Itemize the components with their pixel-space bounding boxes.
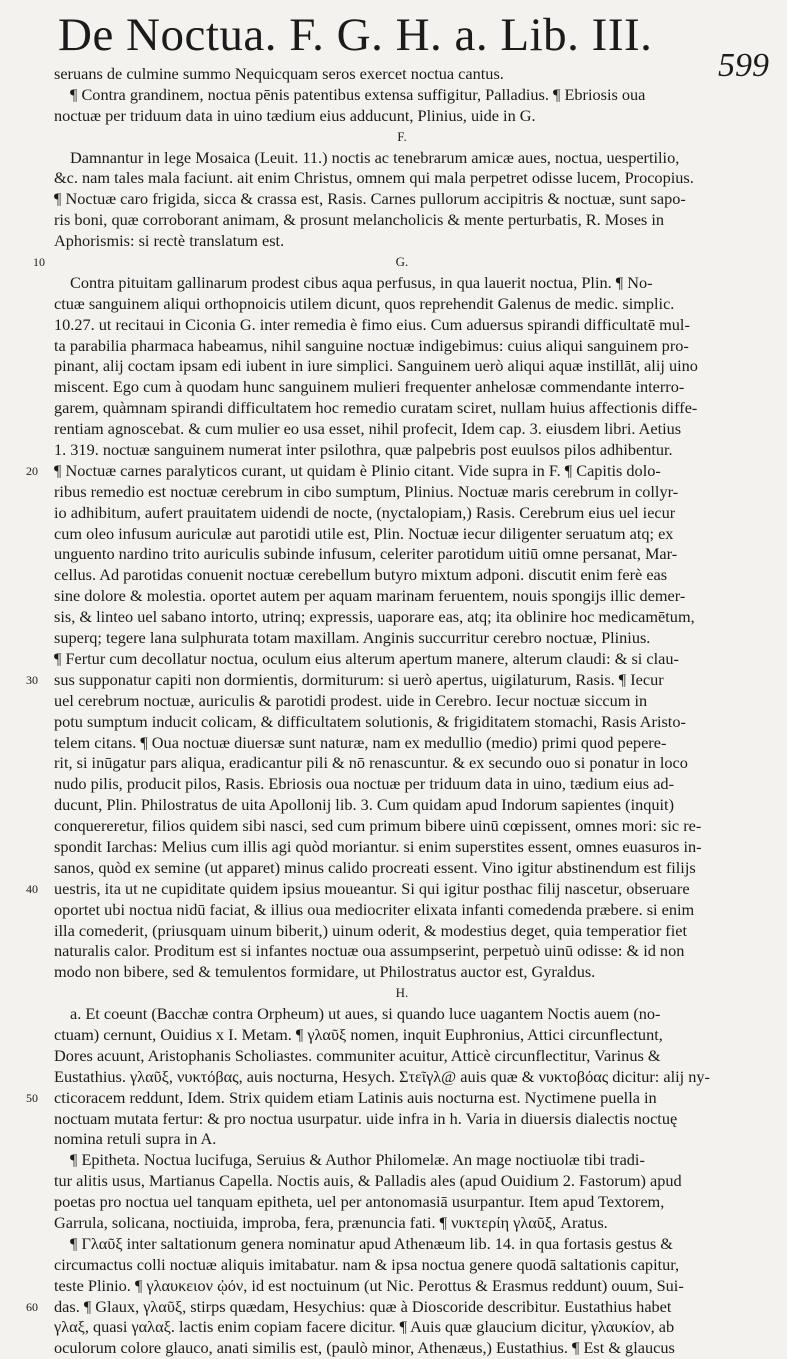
line-text: a. Et coeunt (Bacchæ contra Orpheum) ut aues, si quando luce uagantem Noctis auem (no- <box>70 1004 661 1024</box>
margin-line-number: 50 <box>26 1090 38 1105</box>
text-line <box>26 1150 778 1171</box>
line-text: uel cerebrum noctuæ, auriculis & parotidi prodest. uide in Cerebro. Iecur noctuæ siccum in <box>54 690 648 710</box>
text-line <box>26 774 778 795</box>
section-letter <box>26 983 778 1004</box>
line-text: sus supponatur capiti non dormientis, dormiturum: si uerò apertus, uigilaturum, Rasis. ¶ Iecur <box>54 669 664 689</box>
text-line <box>26 1276 778 1297</box>
line-text: uestris, ita ut ne cupiditate quidem ipsius moueantur. Si qui igitur posthac filij nascetur, obseruare <box>54 878 690 898</box>
line-text: miscent. Ego cum à quodam hunc sanguinem mulieri frequenter anhelosæ commendante interro- <box>54 377 685 397</box>
line-text: seruans de culmine summo Nequicquam seros exercet noctua cantus. <box>54 64 504 83</box>
text-line <box>26 1192 778 1213</box>
text-line <box>26 1213 778 1234</box>
line-text: oculorum colore glauco, anati similis est, (paulò minor, Athenæus,) Eustathius. ¶ Est & glaucus <box>54 1338 675 1358</box>
text-line <box>26 1067 778 1088</box>
line-text: superq; tegere lana sulphurata totam maxillam. Anginis succurritur cerebro noctuæ, Plinius. <box>54 628 651 648</box>
text-line <box>26 1109 778 1130</box>
text-line <box>26 336 778 357</box>
line-text: conquereretur, filios quidem sibi nasci, sed cum primum bibere uinū cœpissent, omnes mori: sic re- <box>54 816 702 836</box>
margin-line-number: 30 <box>26 672 38 687</box>
text-line <box>26 1129 778 1150</box>
text-line <box>26 440 778 461</box>
line-text: ctuæ sanguinem aliqui orthopnoicis utilem dicunt, quos reprehendit Galenus de medic. simplic. <box>54 293 675 313</box>
text-line <box>26 377 778 398</box>
line-text: circumactus colli noctuæ aliquis imitabatur. nam & ipsa noctua genere quodā saltationis capitur, <box>54 1254 680 1274</box>
line-text: H. <box>395 985 409 1001</box>
text-line <box>26 670 778 691</box>
line-text: modo non bibere, sed & temulentos formidare, ut Philostratus auctor est, Gyraldus. <box>54 962 596 982</box>
text-line <box>26 941 778 962</box>
line-text: ¶ Noctuæ carnes paralyticos curant, ut quidam è Plinio citant. Vide supra in F. ¶ Capitis dolo- <box>54 460 661 480</box>
line-text: pinant, alij coctam ipsam edi iubent in iure simplici. Sanguinem uerò aliqui aquæ instillāt, alij uino <box>54 356 698 376</box>
line-text: rentiam agnoscebat. & cum mulier eo usa esset, nihil profecit, Idem cap. 3. eiusdem libri. Aetius <box>54 419 682 439</box>
text-line <box>26 1046 778 1067</box>
text-line <box>26 419 778 440</box>
margin-line-number: 60 <box>26 1299 38 1314</box>
line-text: Dores acuunt, Aristophanis Scholiastes. communiter acuitur, Atticè circunflectitur, Varinus & <box>54 1045 661 1065</box>
page-number: 599 <box>718 47 769 84</box>
text-line <box>26 1297 778 1318</box>
line-text: ¶ Fertur cum decollatur noctua, oculum eius alterum apertum manere, alterum claudi: & si clau- <box>54 648 679 668</box>
line-text: nudo pilis, producit pilos, Rasis. Ebriosis oua noctuæ per triduum data in uino, tædium eius ad- <box>54 774 674 794</box>
text-line <box>26 858 778 879</box>
line-text: sanos, quòd ex semine (ut apparet) minus calido procreati essent. Vino igitur abstinendum est filijs <box>54 857 696 877</box>
text-line <box>26 753 778 774</box>
line-text: sis, & linteo uel sabano intorto, utrinq; expressis, uaporare eas, atq; ita oblinire hoc medicamētum, <box>54 607 695 627</box>
text-line <box>26 1317 778 1338</box>
text-line <box>26 921 778 942</box>
text-line <box>26 482 778 503</box>
margin-line-number: 40 <box>26 881 38 896</box>
text-line <box>26 544 778 565</box>
line-text: cticoracem reddunt, Idem. Strix quidem etiam Latinis auis nocturna est. Nyctimene puella in <box>54 1087 657 1107</box>
line-text: ¶ Contra grandinem, noctua pēnis patentibus extensa suffigitur, Palladius. ¶ Ebriosis oua <box>70 84 646 104</box>
text-line <box>26 524 778 545</box>
line-text: cellus. Ad parotidas conuenit noctuæ cerebellum butyro mixtum adponi. discutit enim ferè eas <box>54 565 668 585</box>
line-text: unguento nardino trito auriculis subinde infusum, celeriter parotidum uitiū omne persanat, Mar- <box>54 544 678 564</box>
line-text: poetas pro noctua uel tanquam epitheta, uel per antonomasiā usurpantur. Item apud Textorem, <box>54 1192 665 1212</box>
section-letter <box>26 127 778 148</box>
text-line <box>26 586 778 607</box>
line-text: ¶ Noctuæ caro frigida, sicca & crassa est, Rasis. Carnes pullorum accipitris & noctuæ, sunt sapo- <box>54 189 686 209</box>
text-line <box>26 461 778 482</box>
text-line <box>26 879 778 900</box>
line-text: rit, si inūgatur pars aliqua, eradicantur pili & nō renascuntur. & ex secundo ouo si ponatur in loco <box>54 753 688 773</box>
text-line <box>26 900 778 921</box>
line-text: ctuam) cernunt, Ouidius x I. Metam. ¶ γλαῦξ nomen, inquit Euphronius, Attici circunflectunt, <box>54 1024 663 1044</box>
line-text: Damnantur in lege Mosaica (Leuit. 11.) noctis ac tenebrarum amicæ aues, noctua, uespertilio, <box>70 147 680 167</box>
text-line <box>26 148 778 169</box>
text-line <box>26 85 778 106</box>
text-line <box>26 1025 778 1046</box>
line-text: potu sumptum inducit colicam, & difficultatem solutionis, & frigiditatem stomachi, Rasis Aristo- <box>54 711 686 731</box>
text-line <box>26 1171 778 1192</box>
text-line <box>26 962 778 983</box>
line-text: naturalis calor. Proditum est si infantes noctuæ oua assumpserint, perpetuò uinū odisse: & id non <box>54 941 685 961</box>
line-text: oportet ubi noctua nidū faciat, & illius oua mediocriter elixata infanti comedenda præbere. si enim <box>54 899 695 919</box>
line-text: illa comederit, (priusquam uinum biberit,) uinum oderit, & modestius deget, quia temperatior fiet <box>54 920 688 940</box>
line-text: tur alitis usus, Martianus Capella. Noctis auis, & Palladis ales (apud Ouidium 2. Fastorum) apud <box>54 1171 682 1191</box>
text-line <box>26 649 778 670</box>
line-text: Contra pituitam gallinarum prodest cibus aqua perfusus, in qua lauerit noctua, Plin. ¶ No- <box>70 272 653 292</box>
line-text: nomina retuli supra in A. <box>54 1129 217 1149</box>
text-line <box>26 795 778 816</box>
text-line <box>26 503 778 524</box>
line-text: ducunt, Plin. Philostratus de uita Apollonij lib. 3. Cum quidam apud Indorum sapientes (inquit) <box>54 795 674 815</box>
line-text: telem citans. ¶ Oua noctuæ diuersæ sunt naturæ, nam ex medullio (medio) primi quod pepere- <box>54 732 667 752</box>
text-line <box>26 315 778 336</box>
line-text: das. ¶ Glaux, γλαῦξ, stirps quædam, Hesychius: quæ à Dioscoride describitur. Eustathius habet <box>54 1296 672 1316</box>
text-line <box>26 273 778 294</box>
text-line <box>26 565 778 586</box>
text-line <box>26 398 778 419</box>
text-line <box>26 64 778 85</box>
line-text: G. <box>395 254 409 270</box>
line-text: noctuam mutata fertur: & pro noctua usurpatur. uide infra in h. Varia in diuersis dialectis noctuę <box>54 1108 678 1128</box>
text-line <box>26 628 778 649</box>
line-text: Garrula, solicana, noctiuida, improba, fera, prænuncia fati. ¶ νυκτερίη γλαῦξ, Aratus. <box>54 1212 608 1232</box>
line-text: noctuæ per triduum data in uino tædium eius adducunt, Plinius, uide in G. <box>54 105 536 125</box>
text-line <box>26 712 778 733</box>
line-text: cum oleo infusum auriculæ aut parotidi utile est, Plin. Noctuæ iecur diligenter seruatum atq; ex <box>54 523 674 543</box>
line-text: ris boni, quæ corroborant animam, & prosunt melancholicis & mente perturbatis, R. Moses in <box>54 210 664 230</box>
line-text: ¶ Epitheta. Noctua lucifuga, Seruius & Author Philomelæ. An mage noctiuolæ tibi tradi- <box>70 1150 645 1170</box>
text-line <box>26 1004 778 1025</box>
line-text: spondit Iarchas: Melius cum illis agi quòd moriantur. si enim superstites essent, omnes euasuros in- <box>54 836 702 856</box>
text-line <box>26 1234 778 1255</box>
text-line <box>26 1255 778 1276</box>
line-text: io adhibitum, aufert prauitatem uidendi de nocte, (nyctalopiam,) Rasis. Cerebrum eius uel iecur <box>54 502 676 522</box>
text-line <box>26 1088 778 1109</box>
running-head-title: De Noctua. F. G. H. a. Lib. III. <box>58 9 653 61</box>
line-text: F. <box>397 128 407 144</box>
line-text: ta parabilia pharmaca habeamus, nihil sanguine noctuæ indigebimus: cuius aliqui sanguinem pro- <box>54 335 689 355</box>
line-text: &c. nam tales mala faciunt. ait enim Christus, omnem qui mala perpetret odisse lucem, Procopius. <box>54 168 694 188</box>
line-text: Eustathius. γλαῦξ, νυκτόβας, auis nocturna, Hesych. Στεῖγλ@ auis quæ & νυκτοβόας dicitur: alij ny- <box>54 1066 710 1086</box>
line-text: 1. 319. noctuæ sanguinem numerat inter psilothra, quæ palpebris post euulsos pilos adhibentur. <box>54 440 673 460</box>
line-text: garem, quàmnam spirandi difficultatem hoc remedio curatam sciret, nullam huius affectionis diffe- <box>54 398 698 418</box>
line-text: ribus remedio est noctuæ cerebrum in cibo sumptum, Plinius. Noctuæ maris cerebrum in collyr- <box>54 481 679 501</box>
text-line <box>26 168 778 189</box>
line-text: Aphorismis: si rectè translatum est. <box>54 231 285 251</box>
line-text: teste Plinio. ¶ γλαυκειον ᾠόν, id est noctuinum (ut Nic. Perottus & Erasmus reddunt) ouum, Sui- <box>54 1275 684 1295</box>
text-line <box>26 356 778 377</box>
line-text: ¶ Γλαῦξ inter saltationum genera nominatur apud Athenæum lib. 14. in qua fortasis gestus & <box>70 1233 673 1253</box>
text-line <box>26 189 778 210</box>
margin-line-number: 10 <box>33 255 45 270</box>
section-letter <box>26 252 778 273</box>
text-line <box>26 816 778 837</box>
text-line <box>26 210 778 231</box>
text-body <box>26 64 778 1359</box>
text-line <box>26 607 778 628</box>
line-text: γλαξ, quasi γαλαξ. lactis enim copiam facere dicitur. ¶ Auis quæ glaucium dicitur, γλαυκίον, ab <box>54 1317 675 1337</box>
text-line <box>26 837 778 858</box>
text-line <box>26 294 778 315</box>
line-text: 10.27. ut recitaui in Ciconia G. inter remedia è fimo eius. Cum aduersus spirandi difficultatē mul- <box>54 314 690 334</box>
text-line <box>26 106 778 127</box>
line-text: sine dolore & molestia. oportet autem per aquam marinam feruentem, nouis spongijs illic demer- <box>54 586 686 606</box>
text-line <box>26 691 778 712</box>
text-line <box>26 1338 778 1359</box>
text-line <box>26 733 778 754</box>
text-line <box>26 231 778 252</box>
margin-line-number: 20 <box>26 463 38 478</box>
